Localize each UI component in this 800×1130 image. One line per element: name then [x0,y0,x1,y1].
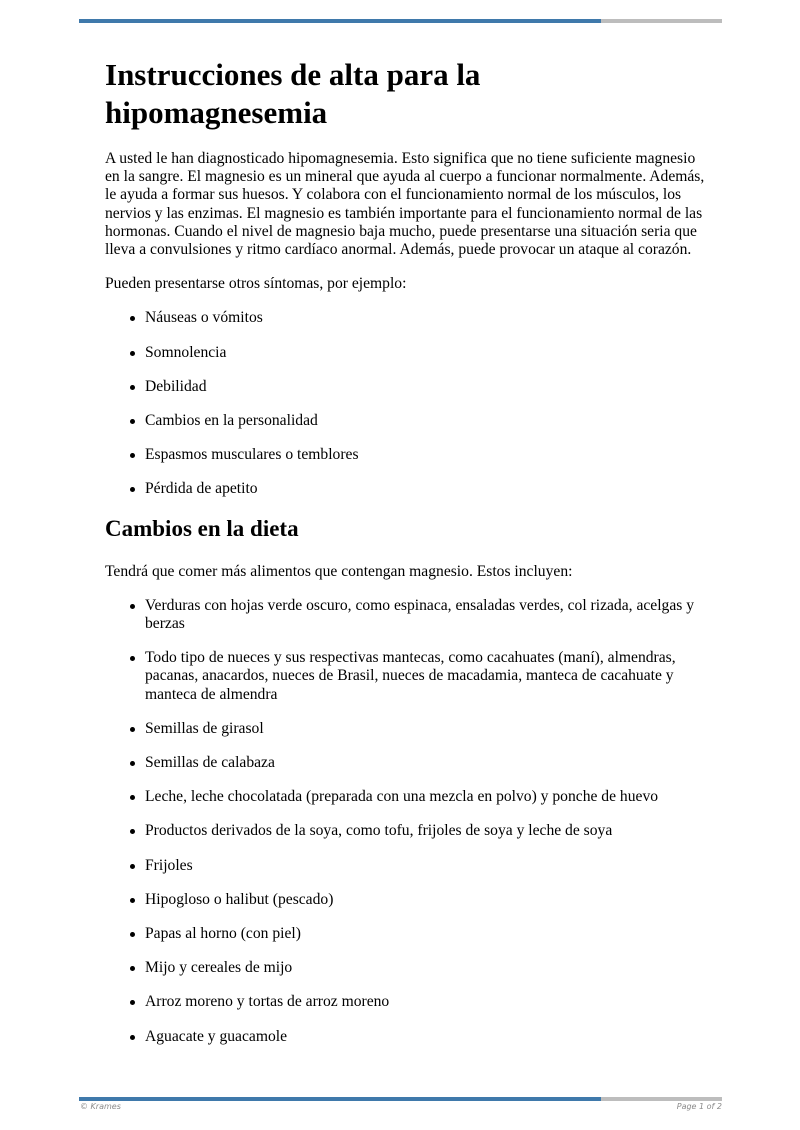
list-item: Somnolencia [145,344,705,362]
header-progress-bar [79,19,722,23]
list-item: Debilidad [145,378,705,396]
diet-intro: Tendrá que comer más alimentos que contengan magnesio. Estos incluyen: [105,562,573,580]
footer-progress-bar [79,1097,722,1101]
progress-bar-filled [79,1097,601,1101]
list-item: Semillas de girasol [145,720,705,738]
document-body [105,56,705,1062]
intro-paragraph: A usted le han diagnosticado hipomagnesemia. Esto significa que no tiene suficiente magnesio en la sangre. El magnesio es un mineral que ayuda al cuerpo a funcionar normalmente. Además, le ayuda a formar sus huesos. Y colabora con el funcionamiento normal de los músculos, los nervios y las enzimas. El magnesio es también importante para el funcionamiento normal de las hormonas. Cuando el nivel de magnesio baja mucho, puede presentarse una situación seria que lleva a convulsiones y ritmo cardíaco anormal. Además, puede provocar un ataque al corazón. [105,150,705,259]
progress-bar-track [601,19,722,23]
list-item: Papas al horno (con piel) [145,925,705,943]
section-heading-diet: Cambios en la dieta [105,515,299,541]
progress-bar-track [601,1097,722,1101]
list-item: Arroz moreno y tortas de arroz moreno [145,993,705,1011]
list-item: Pérdida de apetito [145,480,705,498]
foods-list [105,597,705,1046]
list-item: Cambios en la personalidad [145,412,705,430]
list-item: Frijoles [145,857,705,875]
list-item: Hipogloso o halibut (pescado) [145,891,705,909]
list-item: Mijo y cereales de mijo [145,959,705,977]
list-item: Semillas de calabaza [145,754,705,772]
list-item: Verduras con hojas verde oscuro, como espinaca, ensaladas verdes, col rizada, acelgas y berzas [145,597,705,633]
list-item: Espasmos musculares o temblores [145,446,705,464]
copyright-text: © Krames [80,1102,121,1111]
page-footer [80,1102,722,1111]
page-title: Instrucciones de alta para la hipomagnesemia [105,57,481,130]
list-item: Leche, leche chocolatada (preparada con una mezcla en polvo) y ponche de huevo [145,788,705,806]
list-item: Náuseas o vómitos [145,309,705,327]
list-item: Aguacate y guacamole [145,1028,705,1046]
page-indicator: Page 1 of 2 [676,1102,722,1111]
symptoms-intro: Pueden presentarse otros síntomas, por ejemplo: [105,275,407,293]
symptoms-list [105,309,705,498]
progress-bar-filled [79,19,601,23]
list-item: Todo tipo de nueces y sus respectivas mantecas, como cacahuates (maní), almendras, pacanas, anacardos, nueces de Brasil, nueces de macadamia, manteca de cacahuate y manteca de almendra [145,649,705,704]
list-item: Productos derivados de la soya, como tofu, frijoles de soya y leche de soya [145,822,705,840]
